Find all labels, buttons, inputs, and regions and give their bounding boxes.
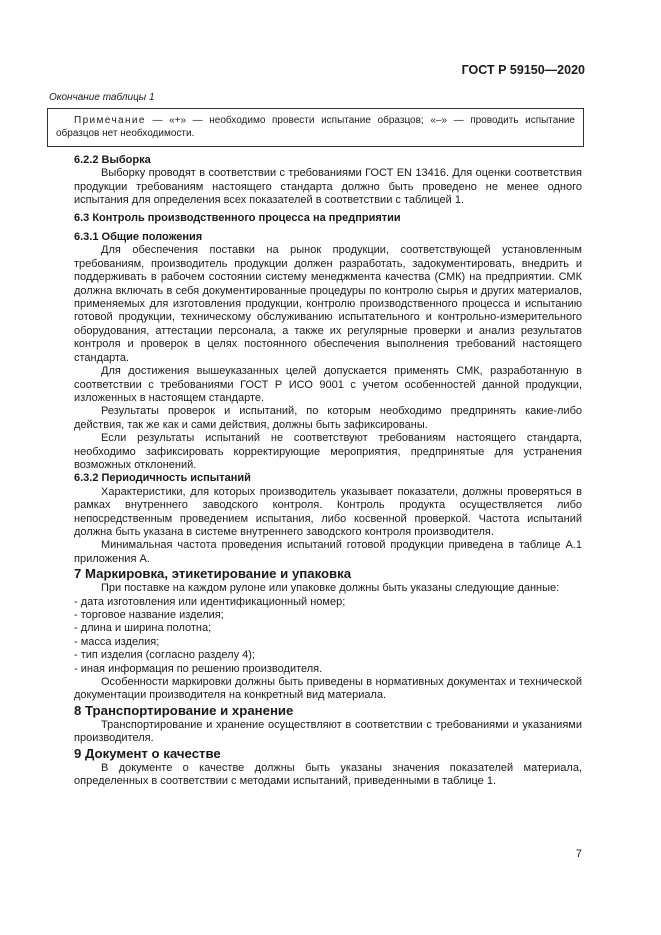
section-6-2-2-text: Выборку проводят в соответствии с требованиями ГОСТ EN 13416. Для оценки соответствия продукции требованиям настоящего стандарта должно быть проведено не менее одного испытания для определения всех показателей в соответствии с таблицей 1.	[74, 167, 582, 207]
section-6-3-1-paragraph: Для обеспечения поставки на рынок продукции, соответствующей установленным требованиям, производитель продукции должен разработать, задокументировать, внедрить и поддерживать в рабочем состоянии систему менеджмента качества (СМК) на предприятии. СМК должна включать в себя документированные процедуры по контролю сырья и других материалов, применяемых для изготовления продукции, контролю производственного процесса и испытанию готовой продукции, техническому обслуживанию испытательного и контрольно-измерительного оборудования, аттестации персонала, а также их регулярные проверки и анализ результатов контроля и проверок в целях постоянного обеспечения выполнения требований настоящего стандарта.	[74, 244, 582, 364]
section-9-heading: 9 Документ о качестве	[74, 745, 221, 761]
main-content	[74, 154, 582, 788]
section-6-3-1-paragraph: Результаты проверок и испытаний, по которым необходимо предпринять какие-либо действия, так же как и сами действия, должны быть зафиксированы.	[74, 405, 582, 431]
note-label: Примечание	[74, 115, 146, 126]
marking-list-item: - тип изделия (согласно разделу 4);	[74, 649, 255, 662]
section-6-3-heading: 6.3 Контроль производственного процесса на предприятии	[74, 211, 401, 224]
section-6-3-2-paragraph: Минимальная частота проведения испытаний готовой продукции приведена в таблице А.1 приложения А.	[74, 539, 582, 565]
section-6-3-1-paragraph: Для достижения вышеуказанных целей допускается применять СМК, разработанную в соответствии с требованиями ГОСТ Р ИСО 9001 с учетом особенностей данной продукции, изложенных в настоящем стандарте.	[74, 365, 582, 404]
section-6-3-1-heading: 6.3.1 Общие положения	[74, 231, 203, 244]
section-7-outro: Особенности маркировки должны быть приведены в нормативных документах и технической документации производителя на конкретный вид материала.	[74, 676, 582, 702]
section-6-2-2-heading: 6.2.2 Выборка	[74, 154, 151, 166]
section-6-3-2-heading: 6.3.2 Периодичность испытаний	[74, 472, 251, 485]
section-7-intro: При поставке на каждом рулоне или упаковке должны быть указаны следующие данные:	[101, 582, 560, 595]
section-7-heading: 7 Маркировка, этикетирование и упаковка	[74, 566, 352, 582]
marking-list-item: - длина и ширина полотна;	[74, 622, 212, 635]
section-6-3-2-paragraph: Характеристики, для которых производитель указывает показатели, должны проверяться в рамках внутреннего заводского контроля. Контроль продукта осуществляется либо непосредственным проведением испытания, либо косвенной проверкой. Частота испытаний должна быть указана в системе внутреннего заводского контроля производителя.	[74, 485, 582, 538]
table-note	[47, 108, 584, 147]
table-end-caption: Окончание таблицы 1	[49, 92, 155, 103]
section-8-heading: 8 Транспортирование и хранение	[74, 702, 294, 718]
marking-list-item: - дата изготовления или идентификационный номер;	[74, 595, 346, 608]
section-6-3-1-paragraph: Если результаты испытаний не соответствуют требованиям настоящего стандарта, необходимо зафиксировать корректирующие мероприятия, предпринятые для устранения возможных отклонений.	[74, 432, 582, 471]
note-text: — «+» — необходимо провести испытание образцов; «–» — проводить испытание образцов нет необходимости.	[56, 115, 575, 139]
marking-list-item: - масса изделия;	[74, 635, 160, 648]
standard-number: ГОСТ Р 59150—2020	[461, 63, 585, 77]
section-9-text: В документе о качестве должны быть указаны значения показателей материала, определенных в соответствии с методами испытаний, приведенными в таблице 1.	[74, 761, 582, 788]
marking-list-item: - иная информация по решению производителя.	[74, 662, 323, 675]
section-8-text: Транспортирование и хранение осуществляют в соответствии с требованиями и указаниями производителя.	[74, 718, 582, 745]
marking-list-item: - торговое название изделия;	[74, 609, 224, 621]
page-number: 7	[575, 848, 582, 860]
